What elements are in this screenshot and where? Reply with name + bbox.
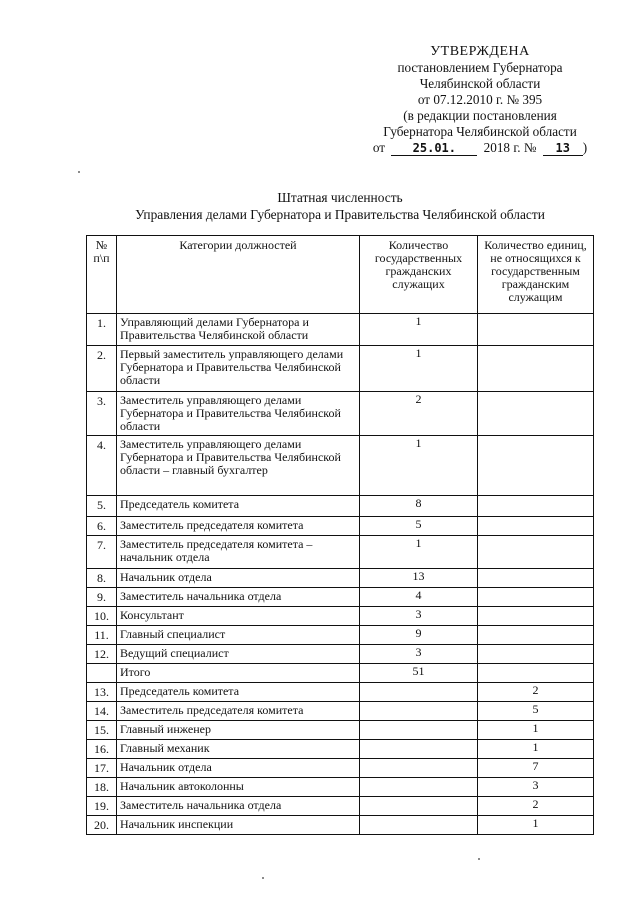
row-category: Заместитель председателя комитета [117,517,360,536]
row-noncivil-count [478,645,594,664]
row-noncivil-count [478,664,594,683]
row-noncivil-count: 2 [478,683,594,702]
row-number: 7. [87,536,117,569]
row-number: 4. [87,436,117,496]
row-category: Главный инженер [117,721,360,740]
table-row [87,517,594,536]
row-civil-count: 8 [360,496,478,517]
scan-speck [78,171,80,173]
table-row [87,569,594,588]
row-category: Начальник отдела [117,569,360,588]
table-row [87,314,594,346]
table-row [87,607,594,626]
row-noncivil-count [478,496,594,517]
approval-title: УТВЕРЖДЕНА [430,44,530,59]
row-category: Главный механик [117,740,360,759]
document-title: Штатная численность [277,190,403,205]
row-civil-count: 1 [360,436,478,496]
row-number: 12. [87,645,117,664]
row-civil-count: 51 [360,664,478,683]
row-civil-count [360,797,478,816]
header-civil: Количество государственных гражданских служащих [360,236,478,314]
scan-speck [262,877,264,879]
row-category: Заместитель председателя комитета [117,702,360,721]
row-number: 18. [87,778,117,797]
row-number: 2. [87,346,117,392]
table-row [87,436,594,496]
row-noncivil-count: 1 [478,740,594,759]
row-noncivil-count [478,346,594,392]
row-number: 15. [87,721,117,740]
row-noncivil-count [478,392,594,436]
row-noncivil-count [478,569,594,588]
header-category: Категории должностей [117,236,360,314]
row-civil-count [360,759,478,778]
table-row [87,588,594,607]
row-civil-count [360,816,478,835]
row-noncivil-count: 3 [478,778,594,797]
approval-block [340,44,620,156]
row-category: Консультант [117,607,360,626]
row-noncivil-count: 2 [478,797,594,816]
table-row [87,664,594,683]
approval-date-line [340,140,620,156]
row-number: 5. [87,496,117,517]
table-row [87,721,594,740]
table-row [87,392,594,436]
table-row [87,702,594,721]
row-noncivil-count [478,314,594,346]
approval-line: Челябинской области [419,76,541,91]
closing-paren: ) [582,140,588,155]
row-noncivil-count: 5 [478,702,594,721]
year-label: 2018 г. № [483,140,537,155]
row-category: Заместитель председателя комитета – начальник отдела [117,536,360,569]
filled-date: 25.01. [391,141,477,156]
table-row [87,797,594,816]
table-row [87,645,594,664]
row-number: 10. [87,607,117,626]
row-noncivil-count [478,588,594,607]
row-category: Заместитель управляющего делами Губернатора и Правительства Челябинской области [117,392,360,436]
row-category: Главный специалист [117,626,360,645]
row-category: Первый заместитель управляющего делами Губернатора и Правительства Челябинской области [117,346,360,392]
header-noncivil: Количество единиц, не относящихся к государственным гражданским служащим [478,236,594,314]
row-civil-count: 2 [360,392,478,436]
table-row [87,740,594,759]
row-category: Начальник отдела [117,759,360,778]
approval-line: Губернатора Челябинской области [383,124,577,139]
row-number: 13. [87,683,117,702]
row-civil-count [360,702,478,721]
table-row [87,759,594,778]
row-category: Заместитель управляющего делами Губернатора и Правительства Челябинской области – главный бухгалтер [117,436,360,496]
row-noncivil-count [478,536,594,569]
row-noncivil-count [478,517,594,536]
row-civil-count: 9 [360,626,478,645]
row-number: 19. [87,797,117,816]
approval-line: постановлением Губернатора [397,60,563,75]
row-noncivil-count: 1 [478,816,594,835]
row-number: 14. [87,702,117,721]
row-civil-count [360,740,478,759]
row-number: 11. [87,626,117,645]
row-civil-count: 1 [360,536,478,569]
from-label: от [372,140,386,155]
row-category: Итого [117,664,360,683]
row-number: 1. [87,314,117,346]
row-category: Председатель комитета [117,496,360,517]
row-civil-count: 1 [360,314,478,346]
row-category: Заместитель начальника отдела [117,797,360,816]
row-category: Начальник автоколонны [117,778,360,797]
table-row [87,626,594,645]
table-row [87,683,594,702]
row-number: 9. [87,588,117,607]
row-civil-count: 3 [360,645,478,664]
scan-speck [478,858,480,860]
row-civil-count [360,683,478,702]
row-number: 16. [87,740,117,759]
row-number: 6. [87,517,117,536]
row-civil-count: 5 [360,517,478,536]
row-civil-count: 13 [360,569,478,588]
header-num: № п\п [87,236,117,314]
row-noncivil-count [478,626,594,645]
row-category: Ведущий специалист [117,645,360,664]
row-category: Управляющий делами Губернатора и Правительства Челябинской области [117,314,360,346]
document-titles [90,189,590,223]
row-civil-count: 1 [360,346,478,392]
row-noncivil-count: 1 [478,721,594,740]
table-row [87,778,594,797]
row-civil-count: 4 [360,588,478,607]
row-category: Начальник инспекции [117,816,360,835]
row-number: 8. [87,569,117,588]
table-row [87,496,594,517]
staff-table [86,235,594,835]
row-number [87,664,117,683]
table-row [87,816,594,835]
filled-number: 13 [543,141,583,156]
row-category: Председатель комитета [117,683,360,702]
row-number: 3. [87,392,117,436]
table-header-row [87,236,594,314]
row-number: 20. [87,816,117,835]
row-category: Заместитель начальника отдела [117,588,360,607]
approval-line: от 07.12.2010 г. № 395 [417,92,543,107]
table-row [87,536,594,569]
row-noncivil-count: 7 [478,759,594,778]
row-number: 17. [87,759,117,778]
row-civil-count [360,721,478,740]
row-civil-count [360,778,478,797]
row-civil-count: 3 [360,607,478,626]
row-noncivil-count [478,607,594,626]
row-noncivil-count [478,436,594,496]
table-row [87,346,594,392]
approval-line: (в редакции постановления [403,108,557,123]
document-subtitle: Управления делами Губернатора и Правительства Челябинской области [135,207,545,222]
